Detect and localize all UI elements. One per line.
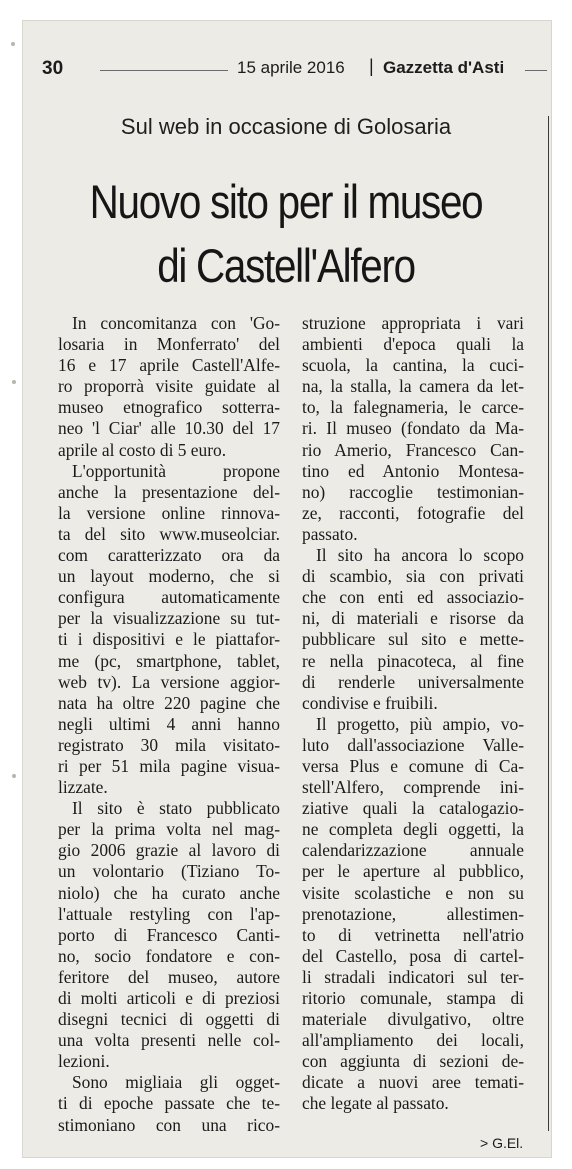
article-text-line: per la visualizzazione su tut- [58, 608, 280, 629]
article-text-line: pubblicare sul sito e mette- [302, 629, 524, 650]
article-text-line: ambienti d'epoca quali la [302, 334, 524, 355]
article-text-line: ri per 51 mila pagine visua- [58, 755, 280, 776]
article-text-line: ti i dispositivi e le piattafor- [58, 629, 280, 650]
article-text-line: prenotazione, allestimen- [302, 903, 524, 924]
article-text-line: ziative quali la catalogazio- [302, 798, 524, 819]
article-text-line: losaria in Monferrato' del [58, 334, 280, 355]
article-text-line: na, la stalla, la camera da let- [302, 376, 524, 397]
article-text-line: Il progetto, più ampio, vo- [316, 713, 524, 734]
article-text-line: l'attuale restyling con l'ap- [58, 903, 280, 924]
article-text-line: rio Amerio, Francesco Can- [302, 439, 524, 460]
article-text-line: del Castello, posa di cartel- [302, 945, 524, 966]
article-text-line: la versione online rinnova- [58, 502, 280, 523]
article-text-line: anche la presentazione del- [58, 481, 280, 502]
article-text-line: feritore del museo, autore [58, 966, 280, 987]
article-text-line: che legate al passato. [302, 1093, 449, 1114]
article-text-line: 16 e 17 aprile Castell'Alfe- [58, 355, 280, 376]
article-text-line: dicate a nuovi aree temati- [302, 1072, 524, 1093]
article-text-line: di molti articoli e di preziosi [58, 988, 280, 1008]
article-column-left [58, 313, 280, 1136]
article-text-line: porto di Francesco Canti- [58, 924, 280, 945]
article-text-line: scuola, la cantina, la cuci- [302, 355, 524, 376]
article-text-line: un volontario (Tiziano To- [58, 861, 280, 882]
article-text-line: luto dall'associazione Valle- [302, 734, 524, 755]
article-text-line: to, la falegnameria, le carce- [302, 397, 524, 418]
article-text-line: condivise e fruibili. [302, 692, 438, 713]
headline-line-1: Nuovo sito per il museo [89, 175, 483, 228]
article-text-line: neo 'l Ciar' alle 10.30 del 17 [58, 418, 280, 439]
article-text-line: ze, racconti, fotografie del [302, 502, 524, 523]
scan-speck [11, 42, 15, 46]
article-text-line: di renderle universalmente [302, 671, 524, 692]
article-text-line: struzione appropriata i vari [302, 313, 524, 333]
article-text-line: versa Plus e comune di Ca- [302, 755, 524, 776]
article-text-line: passato. [302, 523, 358, 544]
article-text-line: nata ha oltre 220 pagine che [58, 692, 280, 713]
article-text-line: materiale divulgativo, oltre [302, 1009, 524, 1030]
scan-speck [12, 774, 16, 778]
article-text-line: Il sito è stato pubblicato [72, 798, 280, 819]
article-text-line: una volta presenti nelle col- [58, 1030, 280, 1051]
header-separator: | [369, 56, 374, 76]
article-text-line: ro proporrà visite guidate al [58, 376, 280, 397]
article-text-line: to di vetrinetta nell'atrio [302, 924, 524, 945]
headline-line-2: di Castell'Alfero [157, 239, 415, 292]
article-text-line: museo etnografico sotterra- [58, 397, 280, 418]
article-text-line: ti di epoche passate che te- [58, 1093, 280, 1114]
publication-name: Gazzetta d'Asti [383, 58, 505, 77]
article-column-right [302, 313, 524, 1115]
article-text-line: all'ampliamento dei locali, [302, 1030, 524, 1051]
header-rule-left [100, 70, 228, 71]
article-headline [40, 170, 532, 298]
article-text-line: re nella pinacoteca, al fine [302, 650, 524, 671]
article-text-line: Il sito ha ancora lo scopo [316, 545, 524, 566]
article-kicker: Sul web in occasione di Golosaria [120, 114, 452, 139]
article-text-line: com caratterizzato ora da [58, 545, 280, 566]
issue-date: 15 aprile 2016 [237, 58, 345, 77]
article-text-line: che con enti ed associazio- [302, 587, 524, 608]
article-text-line: stell'Alfero, comprende ini- [302, 777, 524, 798]
article-text-line: negli ultimi 4 anni hanno [58, 713, 280, 734]
scan-speck [12, 380, 16, 384]
article-text-line: L'opportunità propone [72, 460, 280, 481]
article-text-line: tino ed Antonio Montesa- [302, 460, 524, 481]
article-text-line: ritorio comunale, stampa di [302, 988, 524, 1008]
article-text-line: no, socio fondatore e con- [58, 945, 280, 966]
article-text-line: gio 2006 grazie al lavoro di [58, 840, 280, 861]
article-text-line: registrato 30 mila visitato- [58, 734, 280, 755]
article-text-line: Sono migliaia gli ogget- [72, 1072, 280, 1093]
article-text-line: stimoniano con una rico- [58, 1114, 280, 1135]
article-text-line: disegni tecnici di oggetti di [58, 1009, 280, 1030]
article-text-line: per la prima volta nel mag- [58, 819, 280, 840]
article-text-line: ri. Il museo (fondato da Ma- [302, 418, 524, 439]
column-rule [548, 116, 549, 1131]
article-text-line: di scambio, sia con privati [302, 566, 524, 587]
article-text-line: li stradali indicatori sul ter- [302, 966, 524, 987]
article-text-line: ne completa degli oggetti, la [302, 819, 524, 840]
author-signature: > G.El. [480, 1135, 524, 1151]
article-text-line: visite scolastiche e non su [302, 882, 524, 903]
article-text-line: ni, di materiali e risorse da [302, 608, 524, 629]
article-text-line: no) raccoglie testimonian- [302, 481, 524, 502]
article-text-line: lizzate. [58, 777, 108, 798]
page-number: 30 [42, 58, 64, 79]
article-text-line: per le aperture al pubblico, [302, 861, 524, 882]
article-text-line: con aggiunta di sezioni de- [302, 1051, 524, 1072]
article-text-line: niolo) che ha curato anche [58, 882, 280, 903]
article-text-line: me (pc, smartphone, tablet, [58, 650, 280, 671]
article-text-line: ta del sito www.museolciar. [58, 523, 280, 544]
article-text-line: lezioni. [58, 1051, 110, 1072]
article-text-line: un layout moderno, che si [58, 566, 280, 587]
article-text-line: configura automaticamente [58, 587, 280, 608]
article-text-line: web tv). La versione aggior- [58, 671, 280, 692]
header-rule-right [525, 70, 547, 71]
article-text-line: calendarizzazione annuale [302, 840, 524, 861]
article-text-line: aprile al costo di 5 euro. [58, 439, 227, 460]
article-text-line: In concomitanza con 'Go- [72, 313, 280, 333]
